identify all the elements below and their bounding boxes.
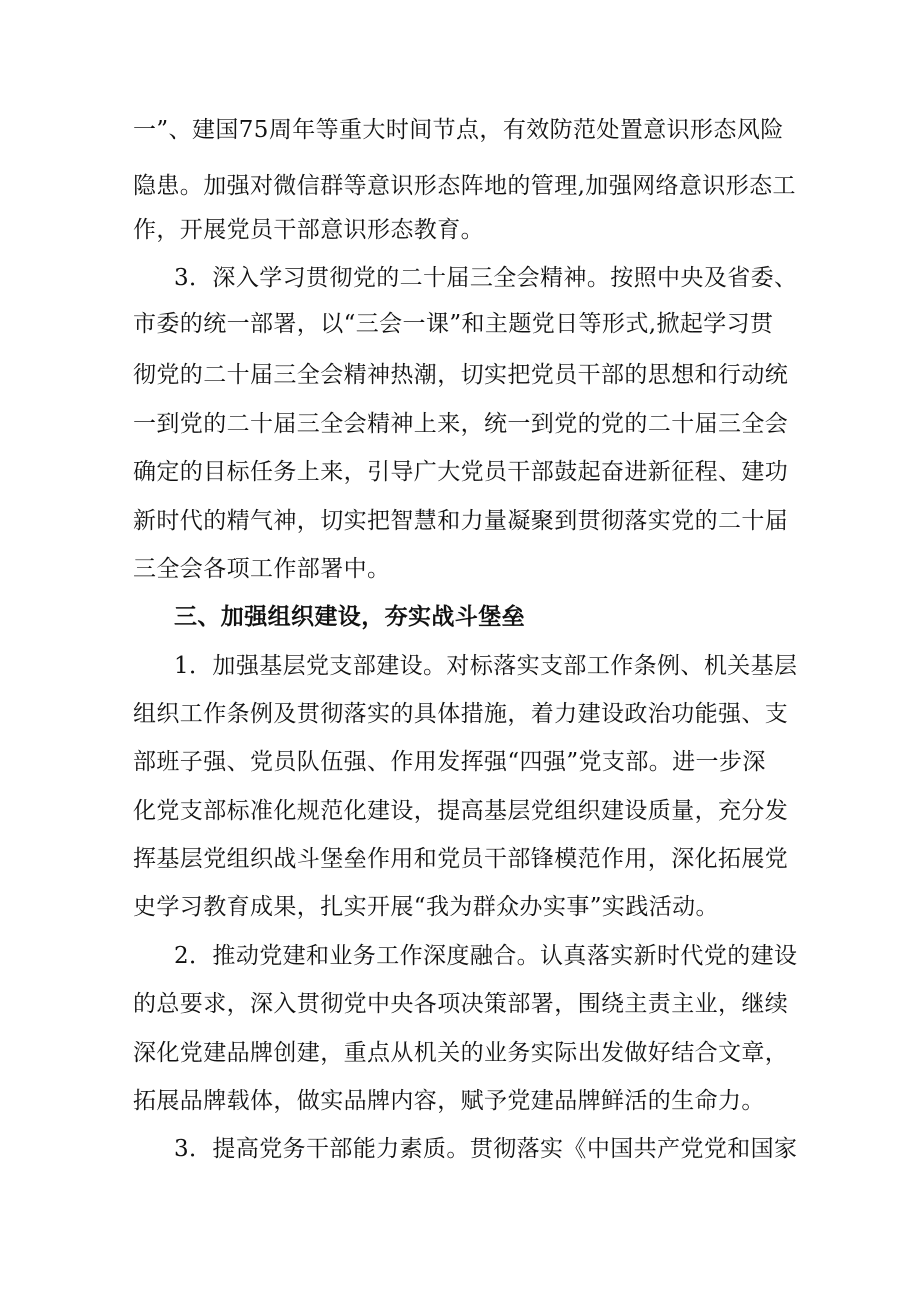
paragraph-line: 拓展品牌载体，做实品牌内容，赋予党建品牌鲜活的生命力。: [133, 1088, 765, 1114]
paragraph-line: 三全会各项工作部署中。: [133, 556, 391, 582]
paragraph-line: 确定的目标任务上来，引导广大党员干部鼓起奋进新征程、建功: [133, 459, 789, 485]
paragraph-line: 史学习教育成果，扎实开展“我为群众办实事”实践活动。: [133, 894, 719, 920]
paragraph-line: 3．深入学习贯彻党的二十届三全会精神。按照中央及省委、: [174, 265, 798, 291]
paragraph-line: 2．推动党建和业务工作深度融合。认真落实新时代党的建设: [174, 943, 798, 969]
paragraph-line: 3．提高党务干部能力素质。贯彻落实《中国共产党党和国家: [174, 1136, 798, 1162]
paragraph-line: 的总要求，深入贯彻党中央各项决策部署，围绕主责主业，继续: [133, 991, 789, 1017]
paragraph-line: 彻党的二十届三全会精神热潮，切实把党员干部的思想和行动统: [133, 362, 789, 388]
paragraph-line: 组织工作条例及贯彻落实的具体措施，着力建设政治功能强、支: [133, 701, 789, 727]
paragraph-line: 市委的统一部署，以“三会一课”和主题党日等形式,掀起学习贯: [133, 311, 774, 337]
paragraph-line: 作，开展党员干部意识形态教育。: [133, 217, 484, 243]
paragraph-line: 化党支部标准化规范化建设，提高基层党组织建设质量，充分发: [133, 798, 789, 824]
paragraph-line: 新时代的精气神，切实把智慧和力量凝聚到贯彻落实党的二十届: [133, 508, 789, 534]
paragraph-line: 深化党建品牌创建，重点从机关的业务实际出发做好结合文章，: [133, 1040, 789, 1066]
paragraph-line: 一到党的二十届三全会精神上来，统一到党的党的二十届三全会: [133, 411, 789, 437]
paragraph-line: 一”、建国75周年等重大时间节点，有效防范处置意识形态风险: [133, 117, 784, 143]
section-heading: 三、加强组织建设，夯实战斗堡垒: [174, 603, 525, 630]
paragraph-line: 1．加强基层党支部建设。对标落实支部工作条例、机关基层: [174, 653, 798, 679]
paragraph-line: 隐患。加强对微信群等意识形态阵地的管理,加强网络意识形态工: [133, 173, 796, 199]
paragraph-line: 挥基层党组织战斗堡垒作用和党员干部锋模范作用，深化拓展党: [133, 846, 789, 872]
paragraph-line: 部班子强、党员队伍强、作用发挥强“四强”党支部。进一步深: [133, 749, 766, 775]
